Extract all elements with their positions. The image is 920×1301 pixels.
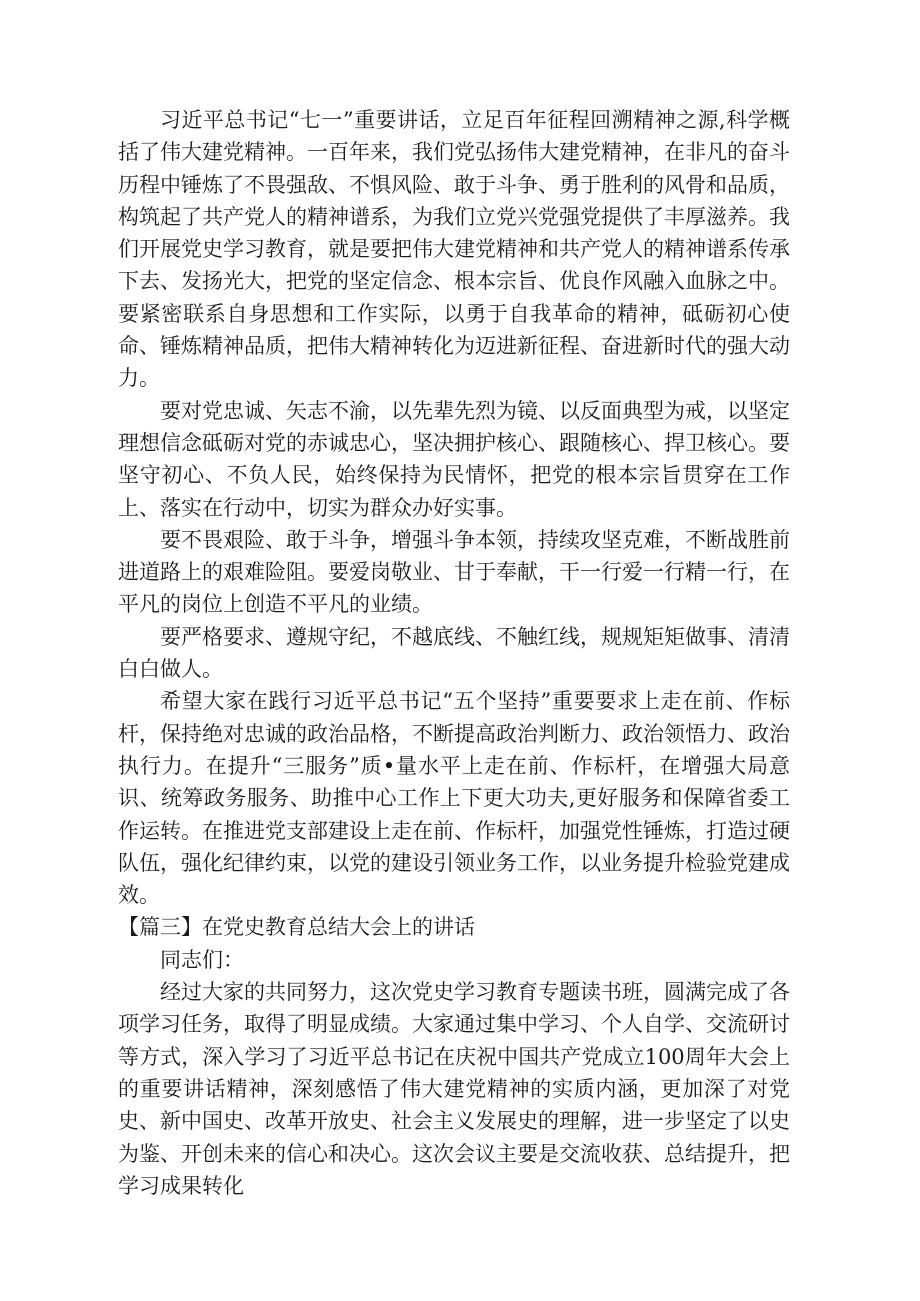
salutation: 同志们： <box>160 947 244 972</box>
paragraph: 经过大家的共同努力，这次党史学习教育专题读书班，圆满完成了各项学习任务，取得了明显成绩。大家通过集中学习、个人自学、交流研讨等方式，深入学习了习近平总书记在庆祝中国共产党成立100周年大会上的重要讲话精神，深刻感悟了伟大建党精神的实质内涵，更加深了对党史、新中国史、改革开放史、社会主义发展史的理解，进一步坚定了以史为鉴、开创未来的信心和决心。这次会议主要是交流收获、总结提升，把学习成果转化 <box>118 980 790 1198</box>
paragraph: 要不畏艰险、敢于斗争，增强斗争本领，持续攻坚克难，不断战胜前进道路上的艰难险阻。要爱岗敬业、甘于奉献，干一行爱一行精一行，在平凡的岗位上创造不平凡的业绩。 <box>118 527 790 617</box>
paragraph: 习近平总书记“七一”重要讲话，立足百年征程回溯精神之源,科学概括了伟大建党精神。一百年来，我们党弘扬伟大建党精神，在非凡的奋斗历程中锤炼了不畏强敌、不惧风险、敢于斗争、勇于胜利的风骨和品质，构筑起了共产党人的精神谱系，为我们立党兴党强党提供了丰厚滋养。我们开展党史学习教育，就是要把伟大建党精神和共产党人的精神谱系传承下去、发扬光大，把党的坚定信念、根本宗旨、优良作风融入血脉之中。要紧密联系自身思想和工作实际，以勇于自我革命的精神，砥砺初心使命、锤炼精神品质，把伟大精神转化为迈进新征程、奋进新时代的强大动力。 <box>118 108 790 391</box>
section-heading: 【篇三】在党史教育总结大会上的讲话 <box>118 915 475 940</box>
paragraph: 要严格要求、遵规守纪，不越底线、不触红线，规规矩矩做事、清清白白做人。 <box>118 624 790 682</box>
paragraph: 要对党忠诚、矢志不渝，以先辈先烈为镜、以反面典型为戒，以坚定理想信念砥砺对党的赤诚忠心，坚决拥护核心、跟随核心、捍卫核心。要坚守初心、不负人民，始终保持为民情怀，把党的根本宗旨贯穿在工作上、落实在行动中，切实为群众办好实事。 <box>118 398 790 520</box>
paragraph: 希望大家在践行习近平总书记“五个坚持”重要要求上走在前、作标杆，保持绝对忠诚的政治品格，不断提高政治判断力、政治领悟力、政治执行力。在提升“三服务”质•量水平上走在前、作标杆，在增强大局意识、统筹政务服务、助推中心工作上下更大功夫,更好服务和保障省委工作运转。在推进党支部建设上走在前、作标杆，加强党性锤炼，打造过硬队伍，强化纪律约束，以党的建设引领业务工作，以业务提升检验党建成效。 <box>118 689 790 908</box>
document-body <box>118 104 790 1202</box>
